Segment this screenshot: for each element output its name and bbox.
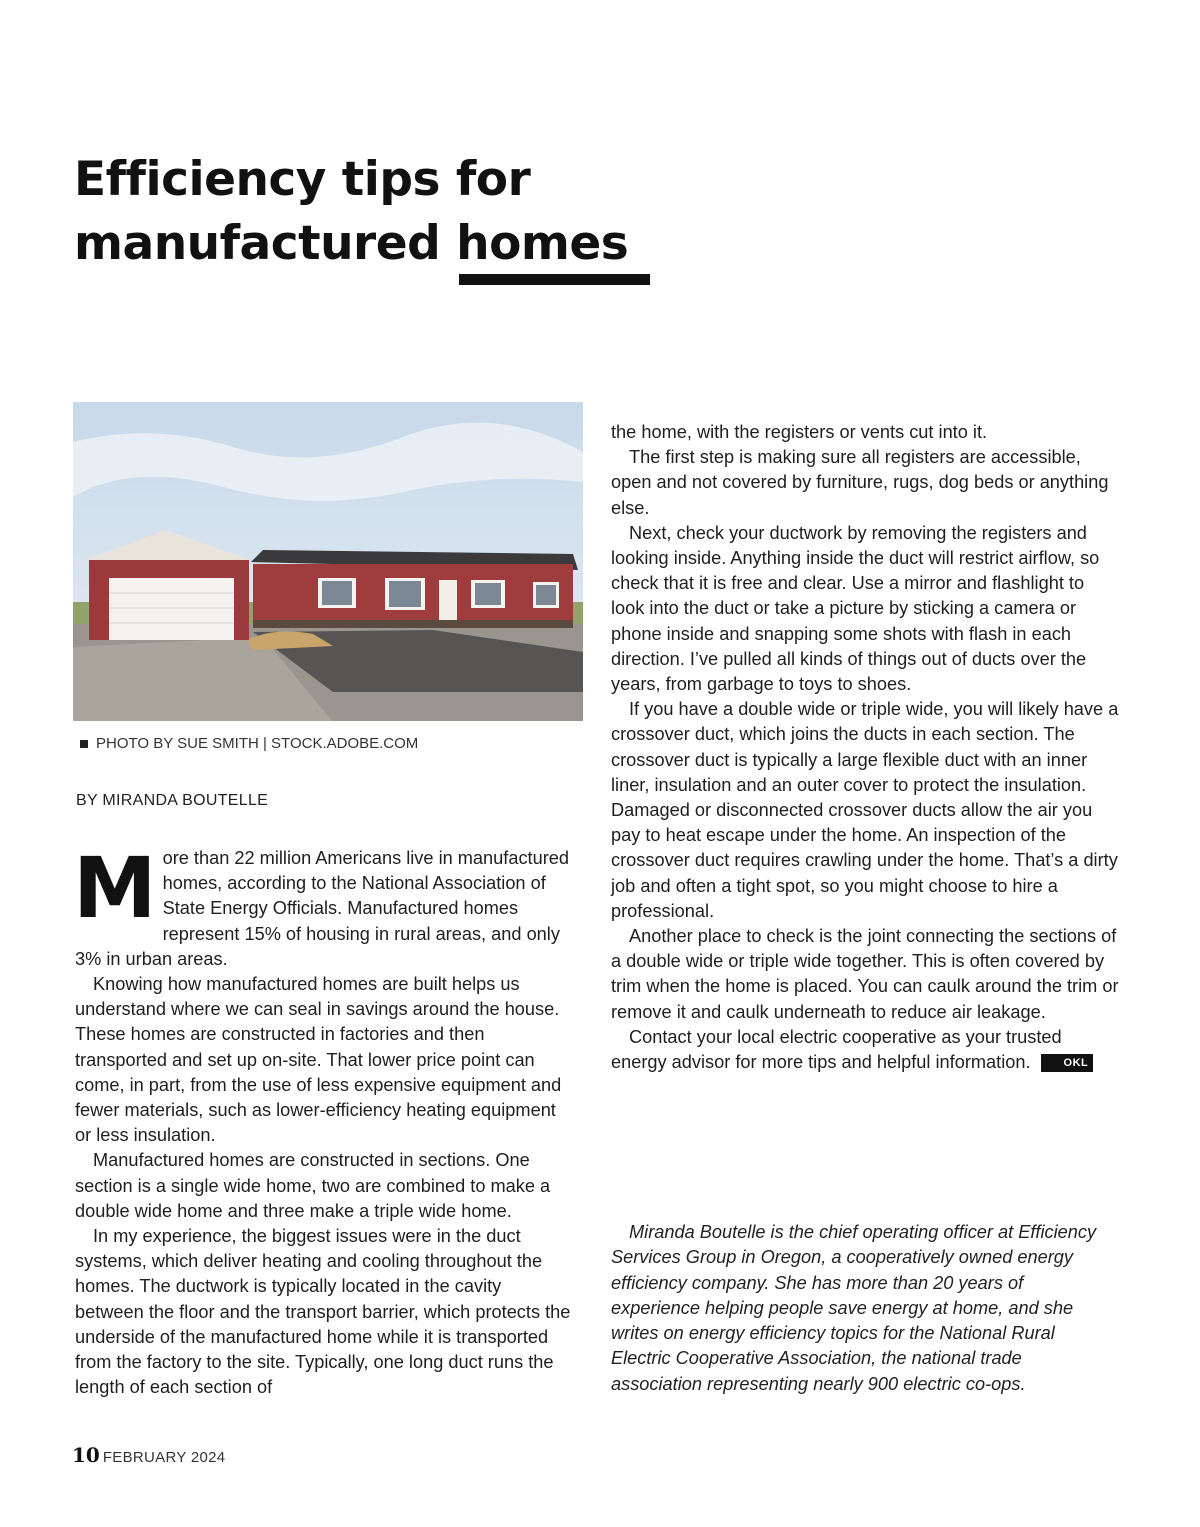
paragraph-4-continued: the home, with the registers or vents cut into it. [611, 422, 988, 442]
title-line-1: Efficiency tips for [74, 152, 531, 207]
manufactured-home-photo [73, 402, 583, 721]
paragraph-8: Another place to check is the joint connecting the sections of a double wide or triple wide together. This is often covered by trim when the home is placed. You can caulk around the trim or remove it and caulk underneath to reduce air leakage. [611, 926, 1119, 1022]
paragraph-3: Manufactured homes are constructed in sections. One section is a single wide home, two are combined to make a double wide home and three make a triple wide home. [75, 1150, 551, 1221]
left-column [73, 839, 575, 1400]
photo-caption [80, 735, 418, 752]
paragraph-9 [611, 1025, 1121, 1075]
byline: BY MIRANDA BOUTELLE [76, 792, 269, 809]
article-title [74, 148, 694, 276]
title-line-2: manufactured homes [74, 216, 629, 271]
title-underline-bar [459, 274, 650, 285]
right-column [611, 420, 1121, 1075]
article-photo [73, 402, 583, 721]
page-footer [72, 1443, 225, 1467]
photo-credit: PHOTO BY SUE SMITH | STOCK.ADOBE.COM [96, 735, 419, 752]
caption-square-icon [80, 740, 88, 748]
end-badge: OKL [1041, 1054, 1094, 1072]
intro-text: ore than 22 million Americans live in manufactured homes, according to the National Association of State Energy Officials. Manufactured homes represent 15% of housing in rural areas, and only 3% in urban areas. [75, 848, 569, 969]
page-number: 10 [72, 1443, 100, 1467]
paragraph-5: The first step is making sure all registers are accessible, open and not covered by furniture, rugs, dog beds or anything else. [611, 447, 1109, 518]
paragraph-6: Next, check your ductwork by removing the registers and looking inside. Anything inside the duct will restrict airflow, so check that it is free and clear. Use a mirror and flashlight to look into the duct or take a picture by sticking a camera or phone inside and snapping some shots with flash in each direction. I’ve pulled all kinds of things out of ducts over the years, from garbage to toys to shoes. [611, 522, 1100, 695]
paragraph-2: Knowing how manufactured homes are built helps us understand where we can seal in savings around the house. These homes are constructed in factories and then transported and set up on-site. That lower price point can come, in part, from the use of less expensive equipment and fewer materials, such as lower-efficiency heating equipment or less insulation. [75, 974, 562, 1146]
issue-date: FEBRUARY 2024 [102, 1449, 226, 1466]
paragraph-4: In my experience, the biggest issues were in the duct systems, which deliver heating and cooling throughout the homes. The ductwork is typically located in the cavity between the floor and the transport barrier, which protects the underside of the manufactured home while it is transported from the factory to the site. Typically, one long duct runs the length of each section of [75, 1226, 571, 1398]
intro-paragraph [73, 839, 575, 972]
paragraph-7: If you have a double wide or triple wide, you will likely have a crossover duct, which joins the ducts in each section. The crossover duct is typically a large flexible duct with an inner liner, insulation and an outer cover to protect the insulation. Damaged or disconnected crossover ducts allow the air you pay to heat escape under the home. An inspection of the crossover duct requires crawling under the home. That’s a dirty job and often a tight spot, so you might choose to hire a professional. [611, 699, 1119, 921]
author-bio: Miranda Boutelle is the chief operating officer at Efficiency Services Group in Oregon, a cooperatively owned energy efficiency company. She has more than 20 years of experience helping people save energy at home, and she writes on energy efficiency topics for the National Rural Electric Cooperative Association, the national trade association representing nearly 900 electric co-ops. [611, 1222, 1097, 1394]
closing-text: Contact your local electric cooperative as your trusted energy advisor for more tips and helpful information. [611, 1026, 1062, 1073]
drop-cap: M [73, 839, 157, 937]
